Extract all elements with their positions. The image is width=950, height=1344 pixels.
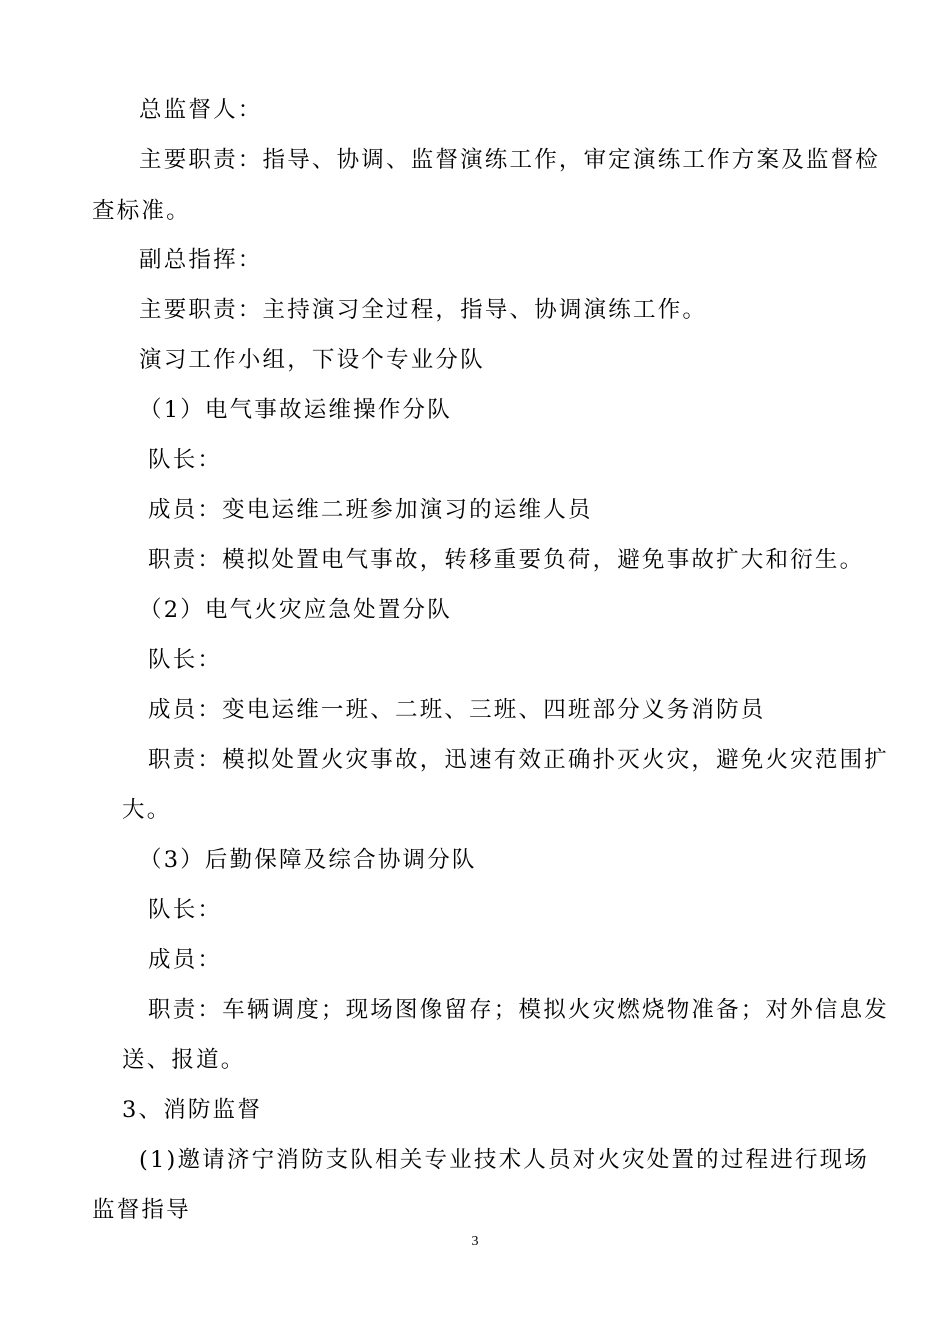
text-line: 大。 [122,797,172,823]
text-line: 职责：模拟处置电气事故，转移重要负荷，避免事故扩大和衍生。 [148,547,865,573]
text-line: 主要职责：主持演习全过程，指导、协调演练工作。 [139,297,708,323]
text-line: (1)邀请济宁消防支队相关专业技术人员对火灾处置的过程进行现场 [139,1147,870,1173]
text-line: 总监督人： [139,97,263,123]
text-line: 监督指导 [92,1197,191,1223]
text-line: 查标准。 [92,198,191,224]
text-line: 成员：变电运维二班参加演习的运维人员 [148,497,593,523]
text-line: 成员：变电运维一班、二班、三班、四班部分义务消防员 [148,697,766,723]
text-line: 职责：车辆调度；现场图像留存；模拟火灾燃烧物准备；对外信息发 [148,997,890,1023]
text-line: 送、报道。 [122,1047,246,1073]
text-line: （3）后勤保障及综合协调分队 [139,847,477,873]
text-line: 3、消防监督 [122,1097,263,1123]
text-line: 队长： [148,897,223,923]
text-line: 副总指挥： [139,247,263,273]
text-line: 职责：模拟处置火灾事故，迅速有效正确扑灭火灾，避免火灾范围扩 [148,747,890,773]
text-line: 队长： [148,647,223,673]
text-line: 演习工作小组，下设个专业分队 [139,347,485,373]
text-line: （1）电气事故运维操作分队 [139,397,452,423]
text-line: 队长： [148,447,223,473]
text-line: 主要职责：指导、协调、监督演练工作，审定演练工作方案及监督检 [139,147,881,173]
text-line: （2）电气火灾应急处置分队 [139,597,452,623]
text-line: 成员： [148,947,223,973]
page-number: 3 [471,1234,479,1249]
